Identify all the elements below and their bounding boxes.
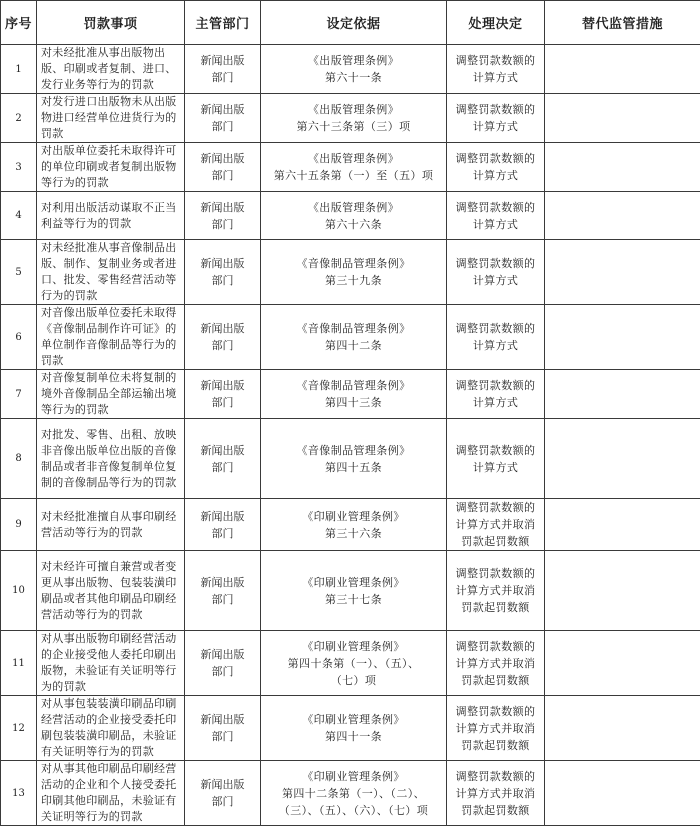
fine-item: 对批发、零售、出租、放映非音像出版单位出版的音像制品或者非音像复制单位复制的音像制品等行为的罚款 xyxy=(37,419,185,499)
legal-basis xyxy=(261,499,447,551)
competent-department: 新闻出版部门 xyxy=(185,419,261,499)
legal-basis-line: 第六十五条第（一）至（五）项 xyxy=(265,167,442,184)
legal-basis-line: 《音像制品管理条例》 xyxy=(265,377,442,394)
legal-basis xyxy=(261,551,447,631)
table-row xyxy=(1,45,700,94)
competent-department: 新闻出版部门 xyxy=(185,761,261,826)
handling-decision xyxy=(447,631,545,696)
competent-department: 新闻出版部门 xyxy=(185,240,261,305)
handling-decision-line: 调整罚款数额的 xyxy=(451,703,540,720)
row-number: 5 xyxy=(1,240,37,305)
table-row xyxy=(1,94,700,143)
handling-decision-line: 调整罚款数额的 xyxy=(451,255,540,272)
legal-basis-line: 《音像制品管理条例》 xyxy=(265,442,442,459)
handling-decision xyxy=(447,696,545,761)
row-number: 2 xyxy=(1,94,37,143)
legal-basis xyxy=(261,94,447,143)
legal-basis-line: 第四十一条 xyxy=(265,728,442,745)
handling-decision xyxy=(447,305,545,370)
handling-decision-line: 调整罚款数额的 xyxy=(451,199,540,216)
legal-basis xyxy=(261,696,447,761)
table-row xyxy=(1,761,700,826)
fine-item: 对音像出版单位委托未取得《音像制品制作许可证》的单位制作音像制品等行为的罚款 xyxy=(37,305,185,370)
fine-item: 对出版单位委托未取得许可的单位印刷或者复制出版物等行为的罚款 xyxy=(37,143,185,192)
fine-item: 对从事包装装潢印刷品印刷经营活动的企业接受委托印刷包装装潢印刷品，未验证有关证明等行为的罚款 xyxy=(37,696,185,761)
handling-decision-line: 调整罚款数额的 xyxy=(451,150,540,167)
row-number: 6 xyxy=(1,305,37,370)
table-row xyxy=(1,192,700,240)
handling-decision-line: 调整罚款数额的 xyxy=(451,638,540,655)
handling-decision-line: 计算方式 xyxy=(451,167,540,184)
table-row xyxy=(1,631,700,696)
legal-basis-line: 第四十二条第（一）、（二）、 xyxy=(265,785,442,802)
header-alternative: 替代监管措施 xyxy=(545,1,700,45)
legal-basis xyxy=(261,305,447,370)
competent-department: 新闻出版部门 xyxy=(185,631,261,696)
alternative-measure xyxy=(545,370,700,419)
legal-basis-line: 《印刷业管理条例》 xyxy=(265,508,442,525)
fine-item: 对从事其他印刷品印刷经营活动的企业和个人接受委托印刷其他印刷品，未验证有关证明等行为的罚款 xyxy=(37,761,185,826)
legal-basis xyxy=(261,761,447,826)
row-number: 13 xyxy=(1,761,37,826)
row-number: 11 xyxy=(1,631,37,696)
handling-decision-line: 调整罚款数额的 xyxy=(451,101,540,118)
competent-department: 新闻出版部门 xyxy=(185,305,261,370)
handling-decision-line: 计算方式并取消 xyxy=(451,516,540,533)
table-row xyxy=(1,419,700,499)
legal-basis-line: 第六十一条 xyxy=(265,69,442,86)
table-row xyxy=(1,370,700,419)
table-row xyxy=(1,696,700,761)
alternative-measure xyxy=(545,419,700,499)
handling-decision-line: 调整罚款数额的 xyxy=(451,442,540,459)
legal-basis-line: 第六十六条 xyxy=(265,216,442,233)
handling-decision-line: 计算方式 xyxy=(451,459,540,476)
legal-basis-line: 《出版管理条例》 xyxy=(265,52,442,69)
competent-department: 新闻出版部门 xyxy=(185,551,261,631)
alternative-measure xyxy=(545,143,700,192)
alternative-measure xyxy=(545,631,700,696)
handling-decision-line: 计算方式并取消 xyxy=(451,655,540,672)
row-number: 10 xyxy=(1,551,37,631)
competent-department: 新闻出版部门 xyxy=(185,499,261,551)
alternative-measure xyxy=(545,240,700,305)
legal-basis-line: 第三十七条 xyxy=(265,591,442,608)
legal-basis xyxy=(261,192,447,240)
header-item: 罚款事项 xyxy=(37,1,185,45)
fine-item: 对利用出版活动谋取不正当利益等行为的罚款 xyxy=(37,192,185,240)
handling-decision xyxy=(447,143,545,192)
legal-basis-line: （七）项 xyxy=(265,672,442,689)
handling-decision-line: 调整罚款数额的 xyxy=(451,565,540,582)
legal-basis-line: 《印刷业管理条例》 xyxy=(265,768,442,785)
legal-basis-line: 第三十九条 xyxy=(265,272,442,289)
legal-basis-line: 第四十二条 xyxy=(265,337,442,354)
handling-decision xyxy=(447,551,545,631)
alternative-measure xyxy=(545,45,700,94)
legal-basis-line: 《音像制品管理条例》 xyxy=(265,320,442,337)
row-number: 1 xyxy=(1,45,37,94)
handling-decision-line: 调整罚款数额的 xyxy=(451,768,540,785)
competent-department: 新闻出版部门 xyxy=(185,192,261,240)
legal-basis xyxy=(261,370,447,419)
legal-basis-line: 《印刷业管理条例》 xyxy=(265,638,442,655)
competent-department: 新闻出版部门 xyxy=(185,45,261,94)
handling-decision-line: 计算方式 xyxy=(451,272,540,289)
handling-decision-line: 计算方式并取消 xyxy=(451,582,540,599)
handling-decision-line: 罚款起罚数额 xyxy=(451,802,540,819)
handling-decision-line: 计算方式 xyxy=(451,69,540,86)
handling-decision-line: 计算方式 xyxy=(451,118,540,135)
legal-basis-line: 第六十三条第（三）项 xyxy=(265,118,442,135)
table-body xyxy=(1,45,700,826)
handling-decision xyxy=(447,192,545,240)
legal-basis-line: 《印刷业管理条例》 xyxy=(265,574,442,591)
legal-basis-line: 《出版管理条例》 xyxy=(265,101,442,118)
fine-item: 对未经许可擅自兼营或者变更从事出版物、包装装潢印刷品或者其他印刷品印刷经营活动等行为的罚款 xyxy=(37,551,185,631)
header-seq: 序号 xyxy=(1,1,37,45)
table-row xyxy=(1,305,700,370)
alternative-measure xyxy=(545,761,700,826)
handling-decision-line: 罚款起罚数额 xyxy=(451,533,540,550)
legal-basis-line: 第四十三条 xyxy=(265,394,442,411)
legal-basis xyxy=(261,45,447,94)
legal-basis xyxy=(261,240,447,305)
alternative-measure xyxy=(545,696,700,761)
row-number: 9 xyxy=(1,499,37,551)
fine-item: 对未经批准从事音像制品出版、制作、复制业务或者进口、批发、零售经营活动等行为的罚款 xyxy=(37,240,185,305)
competent-department: 新闻出版部门 xyxy=(185,696,261,761)
legal-basis-line: 《出版管理条例》 xyxy=(265,150,442,167)
competent-department: 新闻出版部门 xyxy=(185,94,261,143)
fine-item: 对未经批准从事出版物出版、印刷或者复制、进口、发行业务等行为的罚款 xyxy=(37,45,185,94)
legal-basis xyxy=(261,631,447,696)
legal-basis-line: 第三十六条 xyxy=(265,525,442,542)
handling-decision xyxy=(447,45,545,94)
handling-decision-line: 计算方式 xyxy=(451,337,540,354)
handling-decision-line: 调整罚款数额的 xyxy=(451,499,540,516)
row-number: 7 xyxy=(1,370,37,419)
fine-item: 对未经批准擅自从事印刷经营活动等行为的罚款 xyxy=(37,499,185,551)
legal-basis-line: 《音像制品管理条例》 xyxy=(265,255,442,272)
header-basis: 设定依据 xyxy=(261,1,447,45)
table-row xyxy=(1,240,700,305)
handling-decision-line: 罚款起罚数额 xyxy=(451,672,540,689)
alternative-measure xyxy=(545,192,700,240)
alternative-measure xyxy=(545,499,700,551)
competent-department: 新闻出版部门 xyxy=(185,143,261,192)
handling-decision xyxy=(447,499,545,551)
alternative-measure xyxy=(545,305,700,370)
legal-basis-line: （三）、（五）、（六）、（七）项 xyxy=(265,802,442,819)
alternative-measure xyxy=(545,551,700,631)
fine-item: 对音像复制单位未将复制的境外音像制品全部运输出境等行为的罚款 xyxy=(37,370,185,419)
header-dept: 主管部门 xyxy=(185,1,261,45)
handling-decision xyxy=(447,240,545,305)
row-number: 12 xyxy=(1,696,37,761)
handling-decision-line: 调整罚款数额的 xyxy=(451,377,540,394)
row-number: 3 xyxy=(1,143,37,192)
legal-basis-line: 第四十条第（一）、（五）、 xyxy=(265,655,442,672)
handling-decision-line: 计算方式 xyxy=(451,216,540,233)
handling-decision-line: 计算方式 xyxy=(451,394,540,411)
handling-decision xyxy=(447,370,545,419)
alternative-measure xyxy=(545,94,700,143)
legal-basis-line: 第四十五条 xyxy=(265,459,442,476)
legal-basis xyxy=(261,419,447,499)
table-row xyxy=(1,143,700,192)
fine-item: 对从事出版物印刷经营活动的企业接受他人委托印刷出版物，未验证有关证明等行为的罚款 xyxy=(37,631,185,696)
handling-decision xyxy=(447,761,545,826)
handling-decision-line: 调整罚款数额的 xyxy=(451,52,540,69)
handling-decision xyxy=(447,419,545,499)
header-decision: 处理决定 xyxy=(447,1,545,45)
legal-basis-line: 《出版管理条例》 xyxy=(265,199,442,216)
table-row xyxy=(1,551,700,631)
handling-decision-line: 计算方式并取消 xyxy=(451,785,540,802)
handling-decision xyxy=(447,94,545,143)
legal-basis-line: 《印刷业管理条例》 xyxy=(265,711,442,728)
handling-decision-line: 计算方式并取消 xyxy=(451,720,540,737)
competent-department: 新闻出版部门 xyxy=(185,370,261,419)
header-row xyxy=(1,1,700,45)
row-number: 4 xyxy=(1,192,37,240)
row-number: 8 xyxy=(1,419,37,499)
handling-decision-line: 罚款起罚数额 xyxy=(451,737,540,754)
legal-basis xyxy=(261,143,447,192)
table-row xyxy=(1,499,700,551)
handling-decision-line: 调整罚款数额的 xyxy=(451,320,540,337)
fine-item: 对发行进口出版物未从出版物进口经营单位进货行为的罚款 xyxy=(37,94,185,143)
handling-decision-line: 罚款起罚数额 xyxy=(451,599,540,616)
